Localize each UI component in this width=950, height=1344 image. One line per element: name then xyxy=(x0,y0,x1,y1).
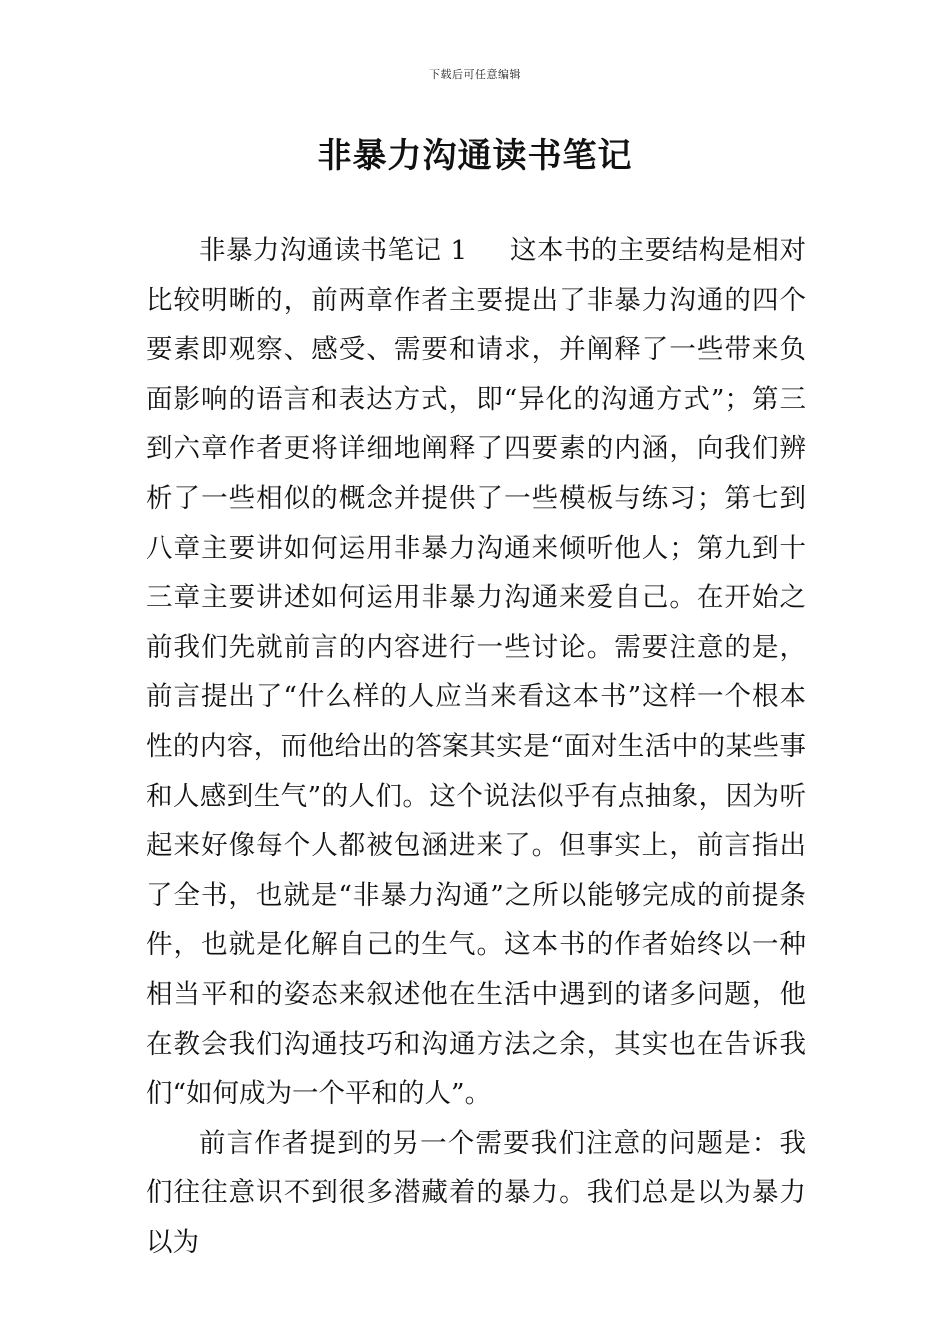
paragraph-2-text: 前言作者提到的另一个需要我们注意的问题是：我们往往意识不到很多潜藏着的暴力。我们总是以为暴力以为 xyxy=(146,1127,806,1258)
paragraph-1-text: 这本书的主要结构是相对比较明晰的，前两章作者主要提出了非暴力沟通的四个要素即观察、感受、需要和请求，并阐释了一些带来负面影响的语言和表达方式，即“异化的沟通方式”；第三到六章作者更将详细地阐释了四要素的内涵，向我们辨析了一些相似的概念并提供了一些模板与练习；第七到八章主要讲如何运用非暴力沟通来倾听他人；第九到十三章主要讲述如何运用非暴力沟通来爱自己。在开始之前我们先就前言的内容进行一些讨论。需要注意的是，前言提出了“什么样的人应当来看这本书”这样一个根本性的内容，而他给出的答案其实是“面对生活中的某些事和人感到生气”的人们。这个说法似乎有点抽象，因为听起来好像每个人都被包涵进来了。但事实上，前言指出了全书，也就是“非暴力沟通”之所以能够完成的前提条件，也就是化解自己的生气。这本书的作者始终以一种相当平和的姿态来叙述他在生活中遇到的诸多问题，他在教会我们沟通技巧和沟通方法之余，其实也在告诉我们“如何成为一个平和的人”。 xyxy=(146,235,806,1110)
document-body xyxy=(146,226,806,1267)
header-note: 下载后可任意编辑 xyxy=(429,68,521,81)
paragraph-1 xyxy=(146,226,806,1119)
paragraph-2 xyxy=(146,1119,806,1268)
document-title: 非暴力沟通读书笔记 xyxy=(317,136,633,176)
section-label: 非暴力沟通读书笔记 1 xyxy=(199,235,468,266)
